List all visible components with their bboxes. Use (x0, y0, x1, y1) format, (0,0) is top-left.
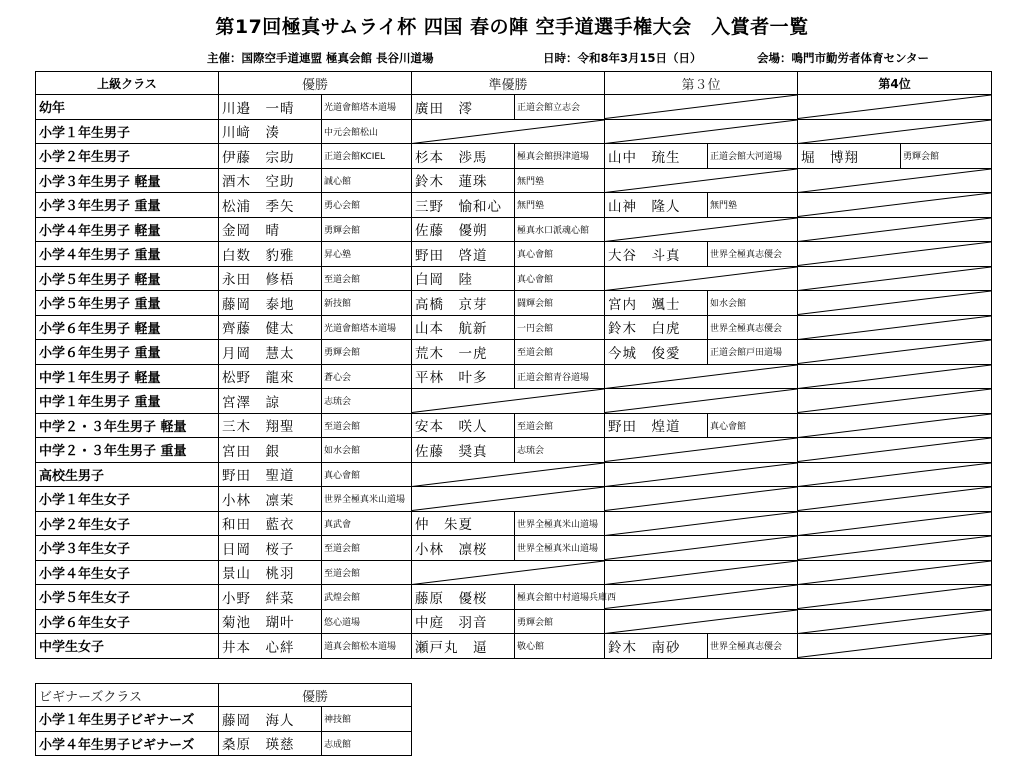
diagonal-strike (605, 463, 797, 487)
athlete-name: 杉本 渉馬 (412, 144, 515, 169)
athlete-name: 山本 航新 (412, 315, 515, 340)
empty-placement-cell (605, 119, 798, 144)
diagonal-strike (798, 95, 991, 119)
diagonal-strike (412, 463, 604, 487)
empty-placement-cell (412, 560, 605, 585)
dojo-name: 武煌会館 (322, 585, 412, 610)
dojo-name: 正道会館KCIEL (322, 144, 412, 169)
empty-placement-cell (605, 560, 798, 585)
beginner-table (35, 683, 412, 756)
athlete-name: 山中 琉生 (605, 144, 708, 169)
athlete-name: 今城 俊愛 (605, 340, 708, 365)
athlete-name: 仲 朱夏 (412, 511, 515, 536)
diagonal-strike (605, 95, 797, 119)
dojo-name: 至道会館 (322, 266, 412, 291)
header-beginner-winner: 優勝 (219, 684, 412, 707)
result-row (36, 634, 992, 659)
class-name: 小学２年生女子 (36, 511, 219, 536)
athlete-name: 藤原 優桜 (412, 585, 515, 610)
diagonal-strike (798, 438, 991, 462)
athlete-name: 景山 桃羽 (219, 560, 322, 585)
result-row (36, 560, 992, 585)
dojo-name: 真心會館 (322, 462, 412, 487)
dojo-name: 世界全極真志優会 (708, 242, 798, 267)
empty-placement-cell (798, 511, 992, 536)
class-name: 小学２年生男子 (36, 144, 219, 169)
dojo-name: 志成館 (322, 731, 412, 756)
empty-placement-cell (798, 487, 992, 512)
empty-placement-cell (798, 438, 992, 463)
diagonal-strike (798, 389, 991, 413)
dojo-name: 敬心館 (515, 634, 605, 659)
dojo-name: 志琉会 (515, 438, 605, 463)
athlete-name: 金岡 晴 (219, 217, 322, 242)
header-beginner-class: ビギナーズクラス (36, 684, 219, 707)
diagonal-strike (798, 218, 991, 242)
diagonal-strike (798, 193, 991, 217)
diagonal-strike (605, 218, 797, 242)
empty-placement-cell (798, 364, 992, 389)
athlete-name: 山神 隆人 (605, 193, 708, 218)
result-row (36, 389, 992, 414)
class-name: 幼年 (36, 95, 219, 120)
dojo-name: 真心會館 (515, 242, 605, 267)
empty-placement-cell (412, 462, 605, 487)
class-name: 小学３年生男子 重量 (36, 193, 219, 218)
diagonal-strike (605, 438, 797, 462)
result-row (36, 413, 992, 438)
page-title: 第17回極真サムライ杯 四国 春の陣 空手道選手権大会 入賞者一覧 (215, 16, 809, 38)
class-name: 小学４年生男子 重量 (36, 242, 219, 267)
athlete-name: 瀬戸丸 逼 (412, 634, 515, 659)
result-row (36, 291, 992, 316)
class-name: 小学３年生女子 (36, 536, 219, 561)
athlete-name: 白岡 陸 (412, 266, 515, 291)
diagonal-strike (798, 267, 991, 291)
athlete-name: 日岡 桜子 (219, 536, 322, 561)
header-third: 第３位 (605, 72, 798, 95)
dojo-name: 志琉会 (322, 389, 412, 414)
empty-placement-cell (605, 266, 798, 291)
dojo-name: 誠心館 (322, 168, 412, 193)
class-name: 小学４年生男子 軽量 (36, 217, 219, 242)
header-runner-up: 準優勝 (412, 72, 605, 95)
empty-placement-cell (605, 609, 798, 634)
athlete-name: 藤岡 海人 (219, 707, 322, 732)
empty-placement-cell (605, 438, 798, 463)
empty-placement-cell (798, 634, 992, 659)
athlete-name: 藤岡 泰地 (219, 291, 322, 316)
athlete-name: 鈴木 白虎 (605, 315, 708, 340)
athlete-name: 齊藤 健太 (219, 315, 322, 340)
athlete-name: 川邉 一晴 (219, 95, 322, 120)
diagonal-strike (798, 169, 991, 193)
athlete-name: 宮澤 諒 (219, 389, 322, 414)
result-row (36, 266, 992, 291)
athlete-name: 佐藤 優朔 (412, 217, 515, 242)
dojo-name: 世界全極真志優会 (708, 315, 798, 340)
athlete-name: 小林 凛茉 (219, 487, 322, 512)
empty-placement-cell (798, 389, 992, 414)
class-name: 小学４年生女子 (36, 560, 219, 585)
dojo-name: 真武會 (322, 511, 412, 536)
dojo-name: 昇心塾 (322, 242, 412, 267)
athlete-name: 松野 龍來 (219, 364, 322, 389)
class-name: 中学２・３年生男子 重量 (36, 438, 219, 463)
header-fourth: 第4位 (798, 72, 992, 95)
dojo-name: 正道会館戸田道場 (708, 340, 798, 365)
empty-placement-cell (798, 536, 992, 561)
empty-placement-cell (798, 291, 992, 316)
empty-placement-cell (798, 266, 992, 291)
result-row (36, 315, 992, 340)
dojo-name: 世界全極真米山道場 (515, 536, 605, 561)
diagonal-strike (412, 487, 604, 511)
dojo-name: 正道会館大河道場 (708, 144, 798, 169)
diagonal-strike (605, 585, 797, 609)
athlete-name: 中庭 羽音 (412, 609, 515, 634)
athlete-name: 川﨑 湊 (219, 119, 322, 144)
dojo-name: 至道会館 (322, 536, 412, 561)
diagonal-strike (412, 389, 604, 413)
dojo-name: 極真水口派魂心館 (515, 217, 605, 242)
athlete-name: 野田 煌道 (605, 413, 708, 438)
diagonal-strike (605, 610, 797, 634)
dojo-name: 道真会館松本道場 (322, 634, 412, 659)
dojo-name: 至道会館 (515, 413, 605, 438)
dojo-name: 真心會館 (515, 266, 605, 291)
dojo-name: 世界全極真米山道場 (515, 511, 605, 536)
diagonal-strike (605, 487, 797, 511)
diagonal-strike (798, 316, 991, 340)
empty-placement-cell (605, 217, 798, 242)
diagonal-strike (798, 340, 991, 364)
result-row (36, 487, 992, 512)
class-name: 小学１年生男子 (36, 119, 219, 144)
empty-placement-cell (605, 536, 798, 561)
athlete-name: 平林 叶多 (412, 364, 515, 389)
athlete-name: 菊池 瑚叶 (219, 609, 322, 634)
athlete-name: 野田 聖道 (219, 462, 322, 487)
athlete-name: 小林 凛桜 (412, 536, 515, 561)
empty-placement-cell (412, 487, 605, 512)
class-name: 小学３年生男子 軽量 (36, 168, 219, 193)
result-row (36, 609, 992, 634)
athlete-name: 安本 咲人 (412, 413, 515, 438)
dojo-name: 勇輝会館 (322, 340, 412, 365)
class-name: 小学５年生女子 (36, 585, 219, 610)
result-row (36, 536, 992, 561)
athlete-name: 宮田 銀 (219, 438, 322, 463)
empty-placement-cell (605, 168, 798, 193)
empty-placement-cell (605, 364, 798, 389)
athlete-name: 和田 藍衣 (219, 511, 322, 536)
athlete-name: 桑原 瑛慈 (219, 731, 322, 756)
empty-placement-cell (798, 413, 992, 438)
header-winner: 優勝 (219, 72, 412, 95)
empty-placement-cell (798, 585, 992, 610)
diagonal-strike (798, 512, 991, 536)
diagonal-strike (412, 120, 604, 144)
empty-placement-cell (605, 487, 798, 512)
class-name: 中学生女子 (36, 634, 219, 659)
dojo-name: 至道会館 (322, 413, 412, 438)
organizer-text: 主催：国際空手道連盟 極真会館 長谷川道場 (207, 51, 434, 65)
athlete-name: 伊藤 宗助 (219, 144, 322, 169)
class-name: 小学１年生女子 (36, 487, 219, 512)
result-row (36, 193, 992, 218)
dojo-name: 極真会館摂津道場 (515, 144, 605, 169)
athlete-name: 松浦 季矢 (219, 193, 322, 218)
results-header-row (36, 72, 992, 95)
class-name: 小学５年生男子 軽量 (36, 266, 219, 291)
athlete-name: 三野 愉和心 (412, 193, 515, 218)
empty-placement-cell (798, 315, 992, 340)
class-name: 小学６年生男子 軽量 (36, 315, 219, 340)
athlete-name: 三木 翔聖 (219, 413, 322, 438)
dojo-name: 無門塾 (515, 168, 605, 193)
dojo-name: 正道会館青谷道場 (515, 364, 605, 389)
class-name: 小学４年生男子ビギナーズ (36, 731, 219, 756)
result-row (36, 217, 992, 242)
empty-placement-cell (798, 119, 992, 144)
result-row (36, 585, 992, 610)
dojo-name: 無門塾 (708, 193, 798, 218)
athlete-name: 佐藤 奨真 (412, 438, 515, 463)
dojo-name: 至道会館 (322, 560, 412, 585)
athlete-name: 高橋 京芽 (412, 291, 515, 316)
dojo-name: 至道会館 (515, 340, 605, 365)
class-name: 中学２・３年生男子 軽量 (36, 413, 219, 438)
dojo-name: 神技館 (322, 707, 412, 732)
diagonal-strike (798, 463, 991, 487)
athlete-name: 酒木 空助 (219, 168, 322, 193)
header-upper-class: 上級クラス (36, 72, 219, 95)
class-name: 小学１年生男子ビギナーズ (36, 707, 219, 732)
empty-placement-cell (605, 462, 798, 487)
diagonal-strike (798, 536, 991, 560)
class-name: 小学５年生男子 重量 (36, 291, 219, 316)
empty-placement-cell (605, 511, 798, 536)
diagonal-strike (605, 389, 797, 413)
athlete-name: 永田 修梧 (219, 266, 322, 291)
dojo-name: 如水会館 (322, 438, 412, 463)
result-row (36, 511, 992, 536)
diagonal-strike (798, 487, 991, 511)
venue-text: 会場：鳴門市勤労者体育センター (757, 51, 930, 65)
athlete-name: 白数 豹雅 (219, 242, 322, 267)
empty-placement-cell (798, 609, 992, 634)
empty-placement-cell (798, 242, 992, 267)
athlete-name: 堀 博翔 (798, 144, 901, 169)
class-name: 中学１年生男子 重量 (36, 389, 219, 414)
result-row (36, 119, 992, 144)
diagonal-strike (798, 120, 991, 144)
beginner-header-row (36, 684, 412, 707)
dojo-name: 真心會館 (708, 413, 798, 438)
result-row (36, 242, 992, 267)
diagonal-strike (605, 561, 797, 585)
dojo-name: 光道會館塔本道場 (322, 95, 412, 120)
dojo-name: 無門塾 (515, 193, 605, 218)
date-text: 日時：令和8年3月15日（日） (543, 51, 702, 65)
class-name: 小学６年生男子 重量 (36, 340, 219, 365)
dojo-name: 勇輝会館 (515, 609, 605, 634)
dojo-name: 勇輝会館 (322, 217, 412, 242)
dojo-name: 勇心会館 (322, 193, 412, 218)
result-row (36, 340, 992, 365)
athlete-name: 月岡 慧太 (219, 340, 322, 365)
diagonal-strike (798, 634, 991, 658)
empty-placement-cell (412, 389, 605, 414)
dojo-name: 一円会館 (515, 315, 605, 340)
diagonal-strike (605, 536, 797, 560)
diagonal-strike (605, 120, 797, 144)
result-row (36, 438, 992, 463)
diagonal-strike (605, 267, 797, 291)
dojo-name: 勇輝会館 (901, 144, 992, 169)
athlete-name: 鈴木 蓮珠 (412, 168, 515, 193)
class-name: 高校生男子 (36, 462, 219, 487)
empty-placement-cell (798, 340, 992, 365)
empty-placement-cell (798, 168, 992, 193)
diagonal-strike (798, 585, 991, 609)
athlete-name: 宮内 颯士 (605, 291, 708, 316)
dojo-name: 如水会館 (708, 291, 798, 316)
athlete-name: 鈴木 南砂 (605, 634, 708, 659)
empty-placement-cell (605, 585, 798, 610)
result-row (36, 95, 992, 120)
result-row (36, 144, 992, 169)
dojo-name: 中元会館松山 (322, 119, 412, 144)
athlete-name: 野田 啓道 (412, 242, 515, 267)
athlete-name: 大谷 斗真 (605, 242, 708, 267)
empty-placement-cell (798, 217, 992, 242)
empty-placement-cell (605, 389, 798, 414)
athlete-name: 小野 絆菜 (219, 585, 322, 610)
diagonal-strike (798, 365, 991, 389)
dojo-name: 悠心道場 (322, 609, 412, 634)
empty-placement-cell (798, 462, 992, 487)
empty-placement-cell (412, 119, 605, 144)
empty-placement-cell (798, 193, 992, 218)
diagonal-strike (798, 414, 991, 438)
diagonal-strike (798, 242, 991, 266)
dojo-name: 正道会館立志会 (515, 95, 605, 120)
result-row (36, 462, 992, 487)
athlete-name: 廣田 澪 (412, 95, 515, 120)
diagonal-strike (605, 365, 797, 389)
class-name: 小学６年生女子 (36, 609, 219, 634)
athlete-name: 荒木 一虎 (412, 340, 515, 365)
empty-placement-cell (605, 95, 798, 120)
dojo-name: 世界全極真志優会 (708, 634, 798, 659)
diagonal-strike (412, 561, 604, 585)
dojo-name: 世界全極真米山道場 (322, 487, 412, 512)
athlete-name: 井本 心絆 (219, 634, 322, 659)
class-name: 中学１年生男子 軽量 (36, 364, 219, 389)
empty-placement-cell (798, 560, 992, 585)
diagonal-strike (798, 291, 991, 315)
diagonal-strike (605, 512, 797, 536)
diagonal-strike (605, 169, 797, 193)
diagonal-strike (798, 561, 991, 585)
beginner-row (36, 707, 412, 732)
result-row (36, 364, 992, 389)
empty-placement-cell (798, 95, 992, 120)
diagonal-strike (798, 610, 991, 634)
results-table (35, 71, 992, 659)
dojo-name: 闘輝会館 (515, 291, 605, 316)
dojo-name: 光道會館塔本道場 (322, 315, 412, 340)
beginner-row (36, 731, 412, 756)
dojo-name: 新技館 (322, 291, 412, 316)
dojo-name: 蒼心会 (322, 364, 412, 389)
dojo-name: 極真会館中村道場兵庫西 (515, 585, 605, 610)
result-row (36, 168, 992, 193)
